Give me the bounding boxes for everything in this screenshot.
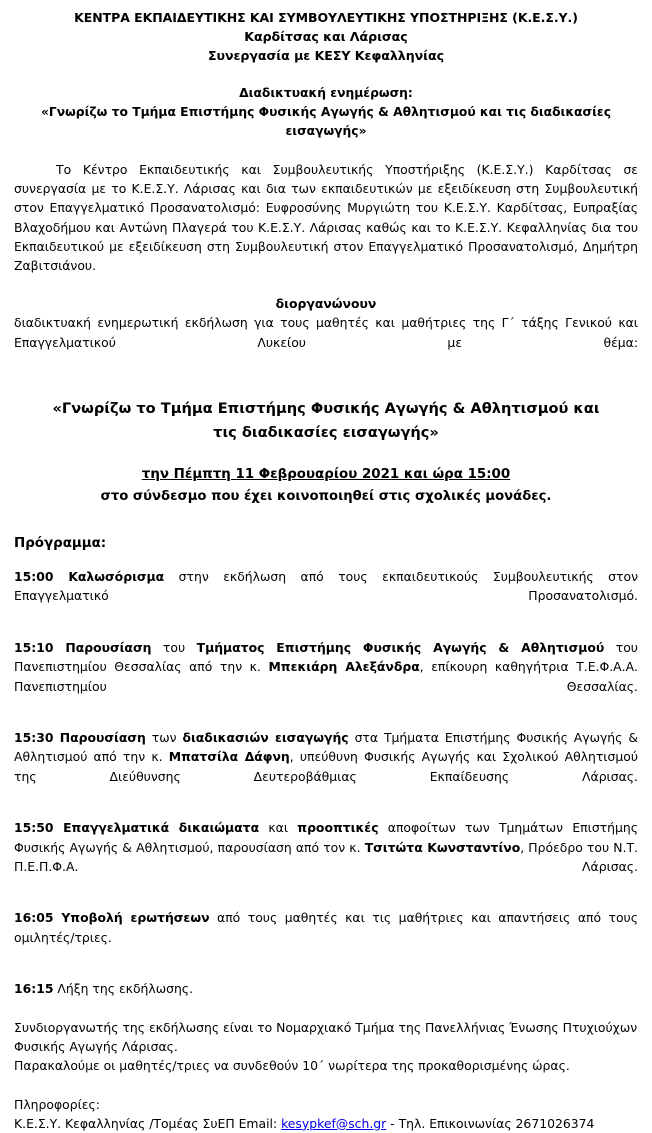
programme-item-1530: [14, 728, 638, 805]
programme-rest-1615: Λήξη της εκδήλωσης.: [53, 981, 194, 997]
programme-item-1605: [14, 908, 638, 966]
programme-item-1510: [14, 638, 638, 715]
programme-seg4-1550: αποφοίτων των Τμημάτων Επιστήμης Φυσικής Αγωγής & Αθλητισμού, παρουσίαση από τον κ.: [14, 820, 638, 855]
programme-seg6-1550: , Πρόεδρο του Ν.Τ. Π.Ε.Π.Φ.Α. Λάρισας.: [14, 839, 638, 874]
programme-title-1605: Υποβολή ερωτήσεων: [53, 910, 210, 926]
event-description: διαδικτυακή ενημερωτική εκδήλωση για τους μαθητές και μαθήτριες της Γ΄ τάξης Γενικού και Επαγγελματικού Λυκείου με θέμα:: [14, 315, 638, 350]
announcement-topic: «Γνωρίζω το Τμήμα Επιστήμης Φυσικής Αγωγής & Αθλητισμού και τις διαδικασίες εισαγωγής»: [40, 105, 612, 138]
programme-time-1500: 15:00: [14, 569, 54, 585]
programme-seg3-1510: Τμήματος Επιστήμης Φυσικής Αγωγής & Αθλητισμού: [196, 639, 605, 655]
header-line-2: Καρδίτσας και Λάρισας: [244, 29, 408, 44]
programme-time-1615: 16:15: [14, 981, 54, 997]
organize-word: διοργανώνουν: [275, 296, 377, 312]
programme-seg3-1530: διαδικασιών εισαγωγής: [182, 730, 349, 746]
spacer-item-2: [14, 715, 638, 728]
event-title: [14, 397, 638, 445]
spacer-before-contact: [14, 1076, 638, 1095]
programme-item-1615: [14, 979, 638, 998]
programme-time-1510: 15:10: [14, 639, 54, 655]
programme-seg5-1550: Τσιτώτα Κωνσταντίνο: [364, 839, 521, 855]
spacer-before-datetime: [14, 445, 638, 464]
spacer-after-header: [14, 65, 638, 84]
programme-seg5-1510: Μπεκιάρη Αλεξάνδρα: [268, 659, 420, 675]
intro-paragraph: Το Κέντρο Εκπαιδευτικής και Συμβουλευτικής Υποστήριξης (Κ.Ε.Σ.Υ.) Καρδίτσας σε συνεργασία με το Κ.Ε.Σ.Υ. Λάρισας και δια των εκπαιδευτικών με εξειδίκευση στη Συμβουλευτική στον Επαγγελματικό Προσανατολισμό: Ευφροσύνης Μυργιώτη του Κ.Ε.Σ.Υ. Καρδίτσας, Ευπραξίας Βλαχοδήμου και Αντώνη Πλαγερά του Κ.Ε.Σ.Υ. Λάρισας καθώς και το Κ.Ε.Σ.Υ. Κεφαλληνίας δια του Εκπαιδευτικού με εξειδίκευση στη Συμβουλευτική στον Επαγγελματικό Προσανατολισμό, Δημήτρη Ζαβιτσιάνου.: [14, 162, 638, 274]
event-datetime-text: την Πέμπτη 11 Φεβρουαρίου 2021 και ώρα 15:00: [141, 467, 511, 483]
programme-seg6-1530: , υπεύθυνη Φυσικής Αγωγής και Σχολικού Αθλητισμού της Διεύθυνσης Δευτεροβάθμιας Εκπαίδευσης Λάρισας.: [14, 749, 638, 784]
contact-suffix: - Τηλ. Επικοινωνίας 2671026374: [386, 1115, 595, 1131]
connection-note: Παρακαλούμε οι μαθητές/τριες να συνδεθούν 10΄ νωρίτερα της προκαθορισμένης ώρας.: [14, 1058, 570, 1074]
spacer-item-5: [14, 966, 638, 979]
programme-seg4-1530: στα Τμήματα Επιστήμης Φυσικής Αγωγής & Αθλητισμού από την κ.: [14, 730, 638, 765]
programme-title-bold-1500: Καλωσόρισμα: [68, 569, 165, 585]
spacer-before-programme: [14, 507, 638, 533]
email-link[interactable]: kesypkef@sch.gr: [281, 1115, 387, 1131]
event-venue: στο σύνδεσμο που έχει κοινοποιηθεί στις σχολικές μονάδες.: [100, 489, 552, 505]
coorganiser-note: Συνδιοργανωτής της εκδήλωσης είναι το Νομαρχιακό Τμήμα της Πανελλήνιας Ένωσης Πτυχιούχων Φυσικής Αγωγής Λάρισας.: [14, 1019, 638, 1054]
programme-time-1530: 15:30: [14, 730, 54, 746]
programme-seg2-1510: του: [151, 639, 197, 655]
programme-seg2-1550: και: [259, 820, 298, 836]
contact-prefix: Κ.Ε.Σ.Υ. Κεφαλληνίας /Τομέας ΣυΕΠ Email:: [14, 1115, 282, 1131]
programme-seg6-1510: , επίκουρη καθηγήτρια Τ.Ε.Φ.Α.Α. Πανεπιστημίου Θεσσαλίας.: [14, 659, 638, 694]
closing-block: [14, 1018, 638, 1076]
programme-seg4-1510: του Πανεπιστημίου Θεσσαλίας από την κ.: [14, 639, 638, 675]
programme-seg3-1550: προοπτικές: [297, 820, 379, 836]
contact-heading: Πληροφορίες:: [14, 1096, 100, 1112]
spacer-item-4: [14, 895, 638, 908]
programme-item-1500: [14, 567, 638, 625]
contact-line: [14, 1114, 638, 1133]
programme-title-1500: [53, 569, 68, 584]
event-datetime: [14, 464, 638, 486]
spacer-after-programme-heading: [14, 554, 638, 567]
header-line-1: ΚΕΝΤΡΑ ΕΚΠΑΙΔΕΥΤΙΚΗΣ ΚΑΙ ΣΥΜΒΟΥΛΕΥΤΙΚΗΣ ΥΠΟΣΤΗΡΙΞΗΣ (Κ.Ε.Σ.Υ.): [74, 10, 578, 25]
contact-block: [14, 1095, 638, 1133]
spacer-before-event-title: [14, 371, 638, 397]
announcement-kicker: Διαδικτυακή ενημέρωση:: [239, 86, 413, 100]
spacer-before-closing: [14, 999, 638, 1018]
programme-rest-1500: στην εκδήλωση από τους εκπαιδευτικούς Συμβουλευτικής στον Επαγγελματικό Προσανατολισμό.: [14, 569, 638, 604]
document-header: [14, 8, 638, 65]
header-line-3: Συνεργασία με ΚΕΣΥ Κεφαλληνίας: [207, 48, 445, 63]
programme-time-1605: 16:05: [14, 910, 54, 926]
spacer-after-announcement: [14, 141, 638, 160]
spacer-item-1: [14, 625, 638, 638]
programme-seg5-1530: Μπατσίλα Δάφνη: [168, 749, 290, 765]
spacer-item-3: [14, 805, 638, 818]
programme-heading: Πρόγραμμα:: [14, 536, 107, 552]
announcement-block: [14, 84, 638, 141]
programme-item-1550: [14, 818, 638, 895]
event-title-line-1: «Γνωρίζω το Τμήμα Επιστήμης Φυσικής Αγωγής & Αθλητισμού και: [52, 400, 600, 418]
programme-seg1-1510: Παρουσίαση: [53, 639, 152, 655]
programme-rest-1605: από τους μαθητές και τις μαθήτριες και απαντήσεις από τους ομιλητές/τριες.: [14, 910, 639, 945]
programme-seg1-1530: Παρουσίαση: [53, 730, 146, 746]
programme-list: [14, 567, 638, 999]
programme-seg2-1530: των: [145, 730, 183, 746]
programme-seg1-1550: Επαγγελματικά δικαιώματα: [53, 820, 260, 836]
programme-time-1550: 15:50: [14, 820, 54, 836]
event-title-line-2: τις διαδικασίες εισαγωγής»: [213, 424, 439, 442]
